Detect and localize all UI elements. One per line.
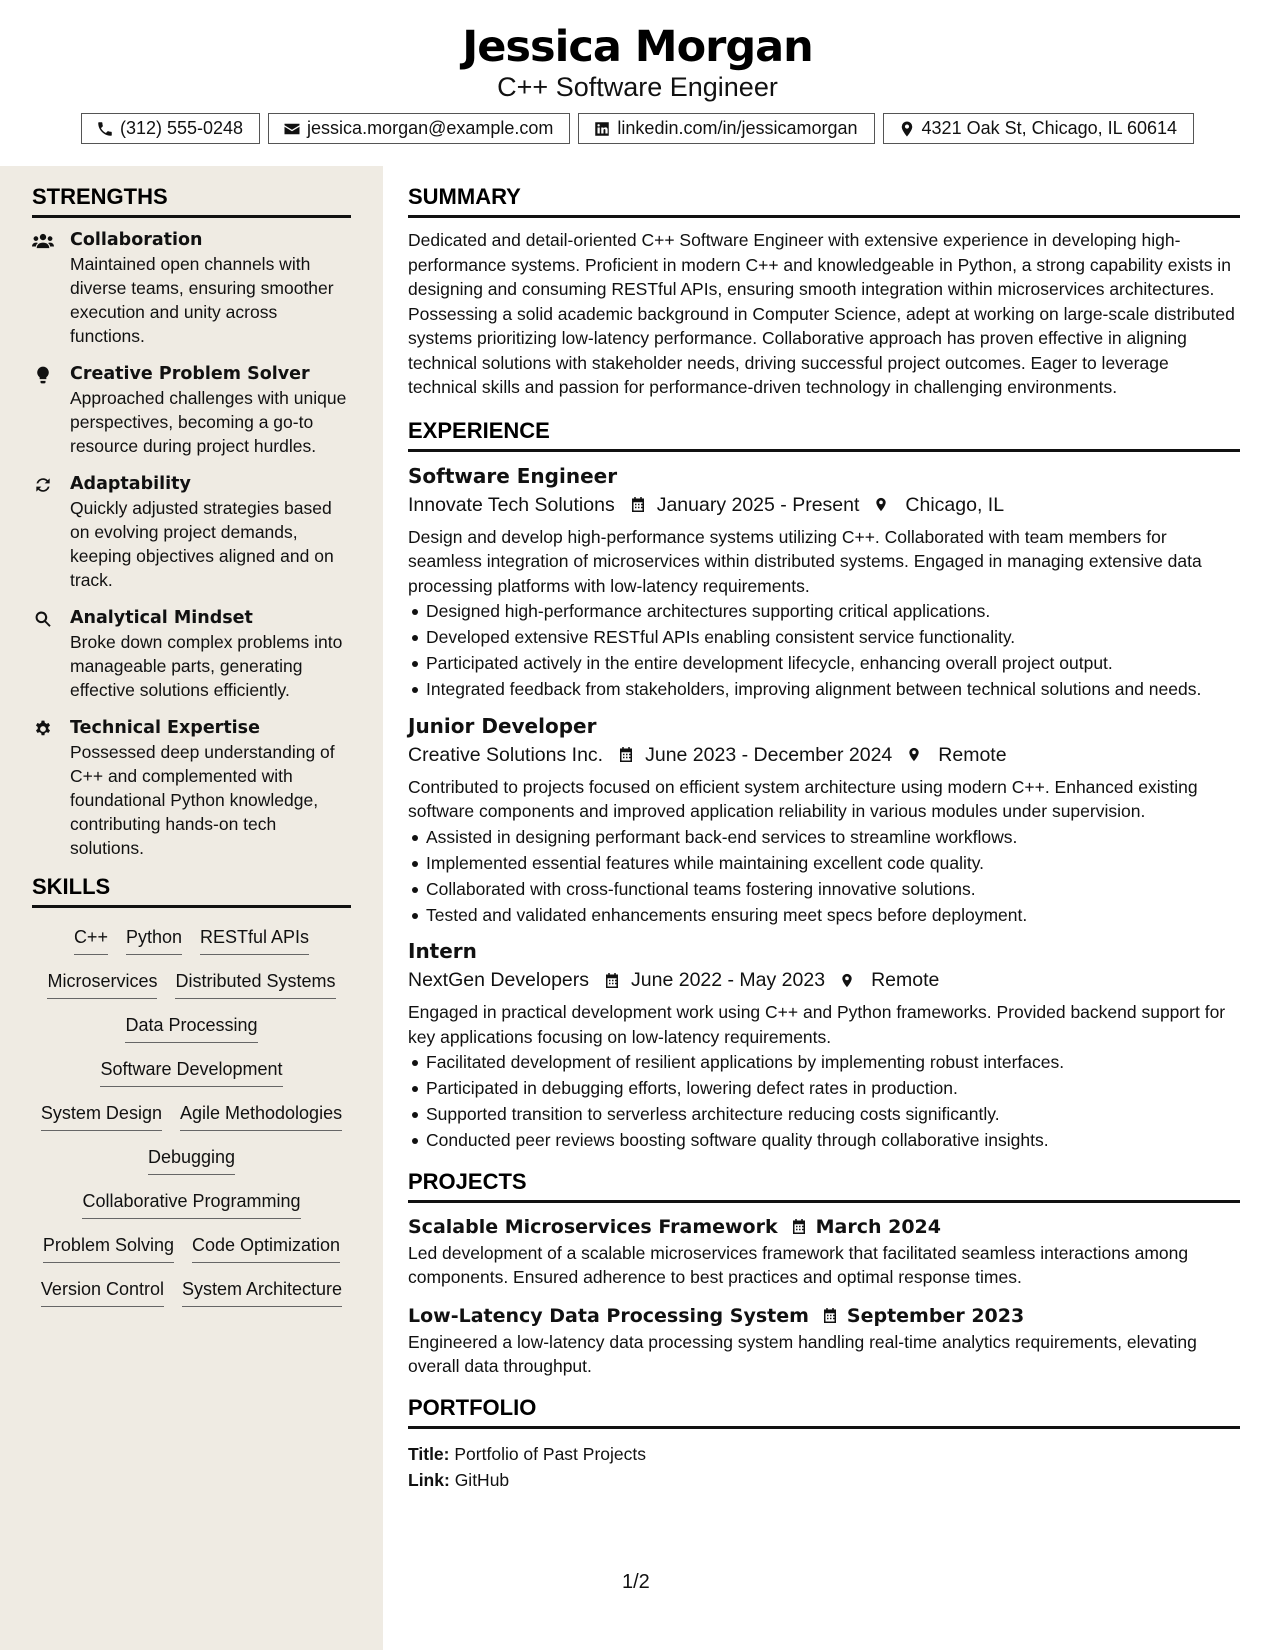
bullet-item: Supported transition to serverless architecture reducing costs significantly.: [408, 1102, 1240, 1127]
job-bullets: [408, 599, 1240, 702]
project-date: September 2023: [846, 1304, 1025, 1327]
job-entry: [408, 937, 1240, 1153]
bullet-item: Facilitated development of resilient applications by implementing robust interfaces.: [408, 1050, 1240, 1075]
skill-tag: Code Optimization: [192, 1232, 340, 1263]
skill-tag: Distributed Systems: [175, 968, 335, 999]
bullet-item: Collaborated with cross-functional teams fostering innovative solutions.: [408, 877, 1240, 902]
strength-name: Technical Expertise: [70, 718, 260, 738]
skill-tag: Version Control: [41, 1276, 164, 1307]
skill-tag: C++: [74, 924, 108, 955]
calendar-icon: [617, 745, 635, 764]
strength-name: Analytical Mindset: [70, 608, 253, 628]
contact-phone-text: (312) 555-0248: [119, 118, 244, 138]
candidate-name: Jessica Morgan: [462, 22, 813, 72]
project-name: Low-Latency Data Processing System: [408, 1304, 809, 1327]
project-description: Led development of a scalable microservices framework that facilitated seamless interactions among components. Ensured adherence to best practices and optimal response times.: [408, 1242, 1189, 1287]
contact-linkedin-text: linkedin.com/in/jessicamorgan: [617, 118, 858, 138]
job-title: Intern: [408, 939, 477, 963]
bullet-item: Participated in debugging efforts, lowering defect rates in production.: [408, 1076, 1240, 1101]
job-location: Remote: [938, 743, 1007, 766]
map-pin-icon: [839, 971, 855, 990]
contact-bar: [0, 113, 1275, 144]
job-title: Junior Developer: [408, 713, 597, 738]
portfolio-title-value: Portfolio of Past Projects: [454, 1443, 646, 1464]
summary-text: Dedicated and detail-oriented C++ Software Engineer with extensive experience in developing high-performance systems. Proficient in modern C++ and knowledgeable in Python, a strong capability exists in designing and consuming RESTful APIs, ensuring smooth integration within microservices architectures. Possessing a solid academic background in Computer Science, adept at working on large-scale distributed systems prioritizing low-latency performance. Collaborative approach has proven effective in aligning technical solutions with stakeholder needs, driving successful project outcomes. Eager to leverage technical skills and passion for performance-driven technology in challenging environments.: [408, 230, 1235, 397]
job-company: Innovate Tech Solutions: [408, 493, 615, 516]
skill-tag: Debugging: [148, 1144, 235, 1175]
experience-heading: EXPERIENCE: [408, 418, 1240, 452]
envelope-icon: [283, 120, 301, 138]
resume-header: [0, 0, 1275, 166]
job-bullets: [408, 1050, 1240, 1153]
skill-tag: Software Development: [100, 1056, 282, 1087]
search-icon: [32, 609, 54, 629]
portfolio-link-label: Link:: [408, 1469, 450, 1490]
strength-desc: Quickly adjusted strategies based on evolving project demands, keeping objectives aligned and on track.: [70, 498, 334, 590]
calendar-icon: [821, 1306, 839, 1325]
sidebar: [0, 166, 383, 1650]
summary-heading: SUMMARY: [408, 184, 1240, 218]
calendar-icon: [790, 1217, 808, 1236]
skill-tag: Agile Methodologies: [180, 1100, 342, 1131]
map-pin-icon: [898, 120, 916, 138]
candidate-title: C++ Software Engineer: [497, 72, 778, 102]
bullet-item: Conducted peer reviews boosting software quality through collaborative insights.: [408, 1128, 1240, 1153]
contact-address-text: 4321 Oak St, Chicago, IL 60614: [921, 118, 1178, 138]
job-description: Engaged in practical development work using C++ and Python frameworks. Provided backend support for key applications focusing on low-latency requirements.: [408, 1002, 1226, 1047]
map-pin-icon: [873, 495, 889, 514]
job-company: Creative Solutions Inc.: [408, 743, 604, 766]
users-icon: [32, 231, 54, 251]
lightbulb-icon: [32, 365, 54, 385]
strength-name: Creative Problem Solver: [70, 364, 310, 384]
job-dates: June 2023 - December 2024: [645, 743, 893, 766]
job-location: Chicago, IL: [905, 493, 1005, 516]
portfolio-title-line: [408, 1441, 1240, 1467]
job-description: Contributed to projects focused on efficient system architecture using modern C++. Enhanced existing software components and improved application reliability in various modules under supervision.: [408, 776, 1198, 821]
contact-phone[interactable]: [81, 113, 260, 144]
skills-heading: SKILLS: [32, 874, 351, 908]
job-dates: January 2025 - Present: [656, 493, 860, 516]
page-number: 1/2: [622, 1571, 650, 1593]
main-content: [408, 166, 1240, 1493]
strength-item: [32, 472, 351, 592]
skill-tag: Python: [126, 924, 182, 955]
job-description: Design and develop high-performance systems utilizing C++. Collaborated with team members for seamless integration of microservices within distributed systems. Engaged in managing extensive data processing platforms with low-latency requirements.: [408, 526, 1202, 596]
portfolio-title-label: Title:: [408, 1443, 450, 1464]
strength-desc: Maintained open channels with diverse teams, ensuring smoother execution and unity across functions.: [70, 254, 334, 346]
contact-email[interactable]: [268, 113, 570, 144]
strength-name: Adaptability: [70, 474, 191, 494]
refresh-icon: [32, 475, 54, 495]
project-name: Scalable Microservices Framework: [408, 1215, 778, 1238]
job-dates: June 2022 - May 2023: [631, 969, 826, 991]
job-bullets: [408, 825, 1240, 928]
strength-item: [32, 228, 351, 348]
project-description: Engineered a low-latency data processing system handling real-time analytics requirements, elevating overall data throughput.: [408, 1331, 1197, 1376]
bullet-item: Implemented essential features while maintaining excellent code quality.: [408, 851, 1240, 876]
project-date: March 2024: [815, 1215, 941, 1238]
portfolio-link-line: [408, 1467, 1240, 1493]
gear-icon: [32, 719, 54, 739]
skill-tag: RESTful APIs: [200, 924, 309, 955]
strength-item: [32, 716, 351, 860]
projects-heading: PROJECTS: [408, 1169, 1240, 1203]
calendar-icon: [629, 495, 647, 514]
map-pin-icon: [906, 745, 922, 764]
bullet-item: Participated actively in the entire development lifecycle, enhancing overall project output.: [408, 651, 1240, 676]
skill-tag: Microservices: [47, 968, 157, 999]
contact-address[interactable]: [883, 113, 1195, 144]
bullet-item: Integrated feedback from stakeholders, improving alignment between technical solutions and needs.: [408, 677, 1240, 702]
skill-tag: Problem Solving: [43, 1232, 174, 1263]
bullet-item: Tested and validated enhancements ensuring meet specs before deployment.: [408, 903, 1240, 928]
contact-email-text: jessica.morgan@example.com: [307, 118, 554, 138]
skill-tag: Collaborative Programming: [82, 1188, 300, 1219]
skill-tag: Data Processing: [125, 1012, 257, 1043]
phone-icon: [96, 120, 114, 138]
strength-desc: Possessed deep understanding of C++ and complemented with foundational Python knowledge, contributing hands-on tech solutions.: [70, 742, 335, 858]
contact-linkedin[interactable]: [578, 113, 874, 144]
job-location: Remote: [871, 969, 940, 991]
strengths-heading: STRENGTHS: [32, 184, 351, 218]
bullet-item: Developed extensive RESTful APIs enabling consistent service functionality.: [408, 625, 1240, 650]
job-company: NextGen Developers: [408, 969, 590, 991]
strength-desc: Broke down complex problems into manageable parts, generating effective solutions efficiently.: [70, 632, 343, 700]
skill-tag: System Architecture: [182, 1276, 342, 1307]
strength-item: [32, 362, 351, 458]
strength-desc: Approached challenges with unique perspectives, becoming a go-to resource during project hurdles.: [70, 388, 347, 456]
job-entry: [408, 462, 1240, 702]
bullet-item: Assisted in designing performant back-end services to streamline workflows.: [408, 825, 1240, 850]
portfolio-link[interactable]: GitHub: [454, 1469, 510, 1490]
job-title: Software Engineer: [408, 463, 618, 488]
bullet-item: Designed high-performance architectures supporting critical applications.: [408, 599, 1240, 624]
linkedin-icon: [593, 120, 611, 138]
job-entry: [408, 712, 1240, 928]
skill-tag: System Design: [41, 1100, 162, 1131]
strength-name: Collaboration: [70, 230, 203, 250]
project-entry: [408, 1213, 1240, 1290]
skills-list: [32, 918, 351, 1310]
calendar-icon: [603, 971, 621, 990]
portfolio-heading: PORTFOLIO: [408, 1395, 1240, 1429]
project-entry: [408, 1302, 1240, 1379]
strength-item: [32, 606, 351, 702]
